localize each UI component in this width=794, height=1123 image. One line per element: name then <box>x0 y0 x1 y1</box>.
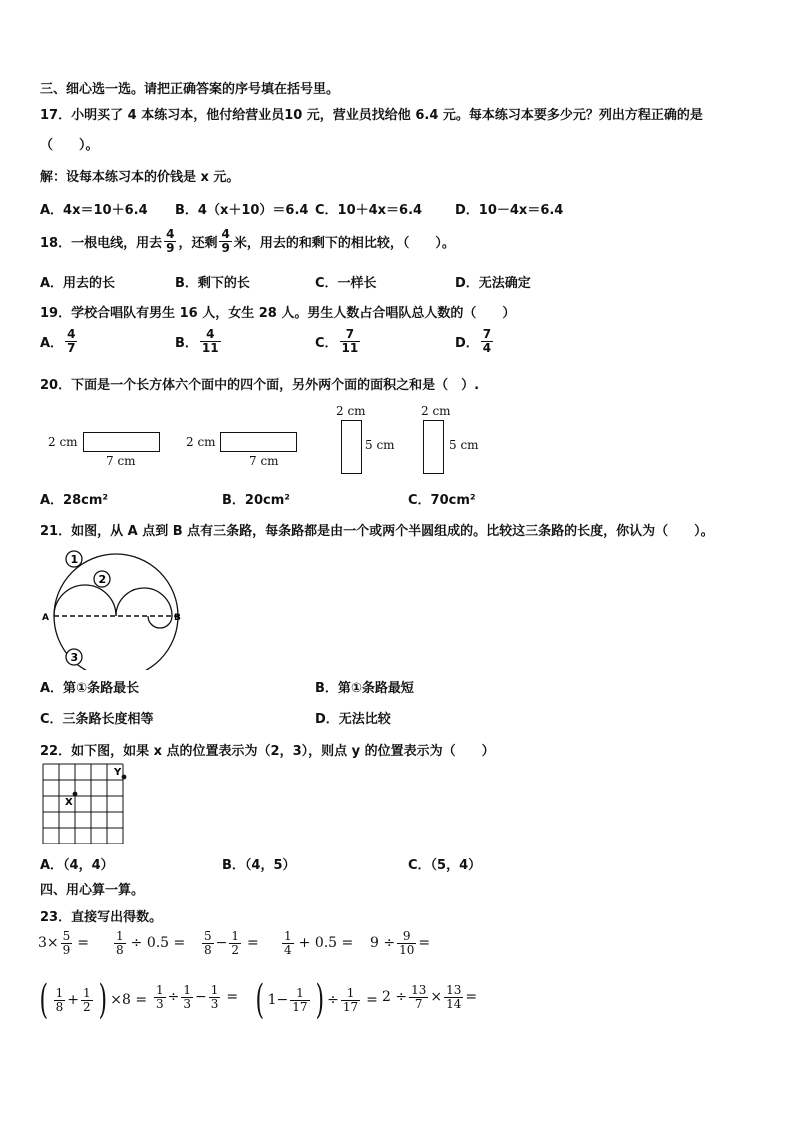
face-3-length-label: 5 cm <box>365 438 395 452</box>
q22-option-b[interactable]: B．（4，5） <box>222 858 296 873</box>
path-2-marker-label: 2 <box>98 573 107 586</box>
q21-option-c[interactable]: C．三条路长度相等 <box>40 712 154 727</box>
q17-option-b[interactable]: B．4（x＋10）＝6.4 <box>175 203 309 218</box>
path-2-semicircle-right <box>116 588 172 616</box>
q19-option-c-fraction: $\frac{7}{11}$ <box>341 327 359 355</box>
q18-fraction-used: $\frac{4}{9}$ <box>166 227 175 255</box>
section-3-title: 三、细心选一选。请把正确答案的序号填在括号里。 <box>40 82 340 97</box>
q17-option-c[interactable]: C．10＋4x＝6.4 <box>315 203 423 218</box>
q22-text: 22．如下图，如果 x 点的位置表示为（2，3），则点 y 的位置表示为（ ） <box>40 744 495 759</box>
q17-answer-blank: （ ）。 <box>40 138 99 153</box>
path-2-semicircle-left <box>54 585 116 616</box>
q21-text: 21．如图，从 A 点到 B 点有三条路，每条路都是由一个或两个半圆组成的。比较这三条路的长度，你认为（ ）。 <box>40 524 714 539</box>
q17-option-d[interactable]: D．10－4x＝6.4 <box>455 203 564 218</box>
q20-option-c[interactable]: C．70cm² <box>408 493 476 508</box>
q19-option-c[interactable] <box>315 328 362 354</box>
q19-option-b-label: B． <box>175 335 198 351</box>
q23-expr-2: $\frac{1}{8}$ ÷ 0.5 = <box>116 929 186 957</box>
small-semicircle-near-b <box>148 616 172 628</box>
q22-grid-figure <box>40 762 130 844</box>
q21-semicircle-paths-figure <box>36 546 192 670</box>
face-2-width-label: 2 cm <box>186 435 216 449</box>
q21-option-a[interactable]: A．第①条路最长 <box>40 681 140 696</box>
q21-option-d[interactable]: D．无法比较 <box>315 712 391 727</box>
face-3-width-label: 2 cm <box>336 404 366 418</box>
face-1-length-label: 7 cm <box>106 454 136 468</box>
q19-option-c-label: C． <box>315 335 338 351</box>
q23-expr-9: 2 ÷ $\frac{13}{7}$ × $\frac{13}{14}$ = <box>382 983 478 1011</box>
q19-option-d-label: D． <box>455 335 479 351</box>
q18-option-a[interactable]: A．用去的长 <box>40 276 116 291</box>
face-4-length-label: 5 cm <box>449 438 479 452</box>
q21-option-b[interactable]: B．第①条路最短 <box>315 681 414 696</box>
q17-option-a[interactable]: A．4x＝10＋6.4 <box>40 203 148 218</box>
face-4-width-label: 2 cm <box>421 404 451 418</box>
q18-option-b[interactable]: B．剩下的长 <box>175 276 250 291</box>
q17-solution-line: 解：设每本练习本的价钱是 x 元。 <box>40 170 240 185</box>
q18-part-2: ，还剩 <box>178 235 218 251</box>
point-y-dot <box>122 775 127 780</box>
q18-part-1: 18．一根电线，用去 <box>40 235 163 251</box>
q23-expr-1: 3× $\frac{5}{9}$ = <box>38 929 90 957</box>
q19-option-a[interactable] <box>40 328 79 354</box>
q19-text: 19．学校合唱队有男生 16 人，女生 28 人。男生人数占合唱队总人数的（ ） <box>40 306 516 321</box>
path-3-marker-label: 3 <box>70 651 79 664</box>
q23-expr-5: 9 ÷ $\frac{9}{10}$ = <box>370 929 431 957</box>
q18-part-3: 米，用去的和剩下的相比较，（ ）。 <box>233 235 455 251</box>
q19-option-b-fraction: $\frac{4}{11}$ <box>201 327 219 355</box>
q23-expr-7: $\frac{1}{3}$ ÷ $\frac{1}{3}$ − $\frac{1}{3}$ = <box>156 983 239 1011</box>
q20-option-b[interactable]: B．20cm² <box>222 493 290 508</box>
face-1-rectangle <box>83 432 160 452</box>
q18-fraction-left: $\frac{4}{9}$ <box>221 227 230 255</box>
q19-option-a-label: A． <box>40 335 64 351</box>
q19-option-d-fraction: $\frac{7}{4}$ <box>482 327 492 355</box>
q18-text <box>40 228 455 254</box>
face-1-width-label: 2 cm <box>48 435 78 449</box>
face-3-rectangle <box>341 420 362 474</box>
q19-option-b[interactable] <box>175 328 223 354</box>
q17-text: 17．小明买了 4 本练习本，他付给营业员10 元，营业员找给他 6.4 元。每本练习本要多少元？列出方程正确的是 <box>40 108 703 123</box>
q23-expr-6: ( $\frac{1}{8}$ + $\frac{1}{2}$ ) ×8 = <box>39 977 148 1023</box>
point-b-label: B <box>174 613 181 623</box>
face-2-rectangle <box>220 432 297 452</box>
q23-expr-4: $\frac{1}{4}$ + 0.5 = <box>284 929 354 957</box>
q19-option-d[interactable] <box>455 328 495 354</box>
grid-lines <box>43 764 123 844</box>
q23-text: 23．直接写出得数。 <box>40 910 163 925</box>
face-4-rectangle <box>423 420 444 474</box>
point-x-label: X <box>65 797 73 808</box>
face-2-length-label: 7 cm <box>249 454 279 468</box>
q18-option-c[interactable]: C．一样长 <box>315 276 377 291</box>
q18-option-d[interactable]: D．无法确定 <box>455 276 531 291</box>
path-1-marker-label: 1 <box>70 553 79 566</box>
point-x-dot <box>73 792 78 797</box>
q23-expr-8: ( 1− $\frac{1}{17}$ ) ÷ $\frac{1}{17}$ = <box>255 977 378 1023</box>
point-a-label: A <box>42 613 49 623</box>
section-4-title: 四、用心算一算。 <box>40 883 145 898</box>
point-y-label: Y <box>114 767 122 778</box>
q20-text: 20．下面是一个长方体六个面中的四个面，另外两个面的面积之和是（ ）. <box>40 378 480 393</box>
q23-expr-3: $\frac{5}{8}$ − $\frac{1}{2}$ = <box>204 929 259 957</box>
q22-option-c[interactable]: C．（5，4） <box>408 858 482 873</box>
q22-option-a[interactable]: A．（4，4） <box>40 858 114 873</box>
q19-option-a-fraction: $\frac{4}{7}$ <box>67 327 76 355</box>
q20-option-a[interactable]: A．28cm² <box>40 493 109 508</box>
